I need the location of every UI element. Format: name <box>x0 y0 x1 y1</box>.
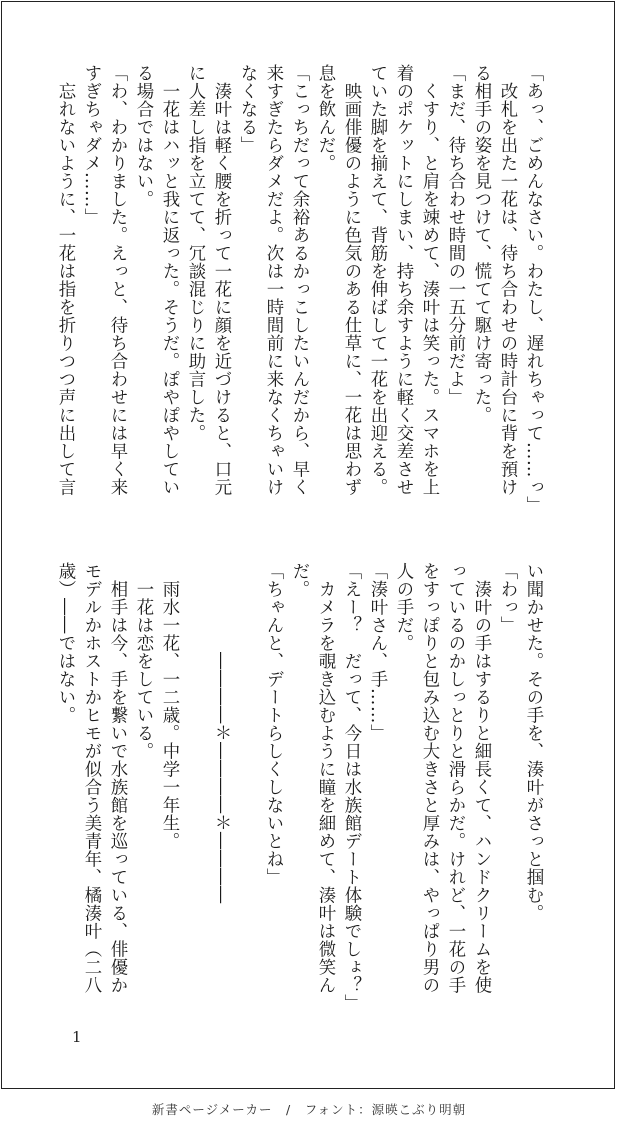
footer-credit: 新書ページメーカー / フォント：源暎こぶり明朝 <box>151 1102 467 1117</box>
text-line: 「まだ、待ち合わせ時間の一五分前だよ」 <box>445 64 465 406</box>
text-line: 歳）――ではない。 <box>55 562 75 724</box>
text-line: 「わっ」 <box>497 562 517 634</box>
text-line: 一花はハッと我に返った。そうだ。ぽやぽやしてい <box>159 64 179 496</box>
text-line: モデルかホストかヒモが似合う美青年、橘湊叶（二八 <box>81 562 101 994</box>
text-line: カメラを覗き込むように瞳を細めて、湊叶は微笑ん <box>315 562 335 994</box>
text-line <box>182 562 208 1032</box>
text-line: 「こっちだって余裕あるかっこしたいんだから、早く <box>289 64 309 496</box>
text-line: 「えー？ だって、今日は水族館デート体験でしょ？」 <box>341 562 361 1012</box>
text-line: 「ちゃんと、デートらしくしないとね」 <box>263 562 283 886</box>
text-line: る場合ではない。 <box>133 64 153 208</box>
text-line: 息を飲んだ。 <box>315 64 335 172</box>
text-line: なくなる」 <box>237 64 257 154</box>
text-line: ――――＊――――＊―――― <box>211 562 231 904</box>
lower-text-column-block <box>52 562 546 1032</box>
text-line: に人差し指を立てて、冗談混じりに助言した。 <box>185 64 205 442</box>
text-line: くすり、と肩を竦めて、湊叶は笑った。スマホを上 <box>419 64 439 496</box>
text-line: 「あっ、ごめんなさい。わたし、遅れちゃって……っ」 <box>523 64 543 514</box>
text-line: 改札を出た一花は、待ち合わせの時計台に背を預け <box>497 64 517 496</box>
text-line: 雨水一花、一二歳。中学一年生。 <box>159 562 179 850</box>
text-line <box>234 562 260 1032</box>
text-line: 映画俳優のように色気のある仕草に、一花は思わず <box>341 64 361 496</box>
text-line: 来すぎたらダメだよ。次は一時間前に来なくちゃいけ <box>263 64 283 496</box>
text-line: 「湊叶さん、手……」 <box>367 562 387 742</box>
text-line: 一花は恋をしている。 <box>133 562 153 760</box>
text-line: だ。 <box>289 562 309 598</box>
text-line: 人の手だ。 <box>393 562 413 652</box>
text-line: 忘れないように、一花は指を折りつつ声に出して言 <box>55 64 75 496</box>
text-line: 着のポケットにしまい、持ち余すように軽く交差させ <box>393 64 413 496</box>
text-line: っているのかしっとりと滑らかだ。けれど、一花の手 <box>445 562 465 994</box>
page-frame <box>1 1 615 1089</box>
text-line: 相手は今、手を繋いで水族館を巡っている、俳優か <box>107 562 127 994</box>
text-line: 湊叶は軽く腰を折って一花に顔を近づけると、口元 <box>211 64 231 496</box>
text-line: 湊叶の手はするりと細長くて、ハンドクリームを使 <box>471 562 491 994</box>
page-number: 1 <box>72 1028 82 1046</box>
upper-text-column-block <box>52 64 546 524</box>
text-line: い聞かせた。その手を、湊叶がさっと掴む。 <box>523 562 543 922</box>
text-line: 「わ、わかりました。えっと、待ち合わせには早く来 <box>107 64 127 496</box>
text-line: をすっぽりと包み込む大きさと厚みは、やっぱり男の <box>419 562 439 994</box>
text-line: すぎちゃダメ……」 <box>81 64 101 226</box>
text-line: る相手の姿を見つけて、慌てて駆け寄った。 <box>471 64 491 424</box>
text-line: ていた脚を揃えて、背筋を伸ばして一花を出迎える。 <box>367 64 387 496</box>
